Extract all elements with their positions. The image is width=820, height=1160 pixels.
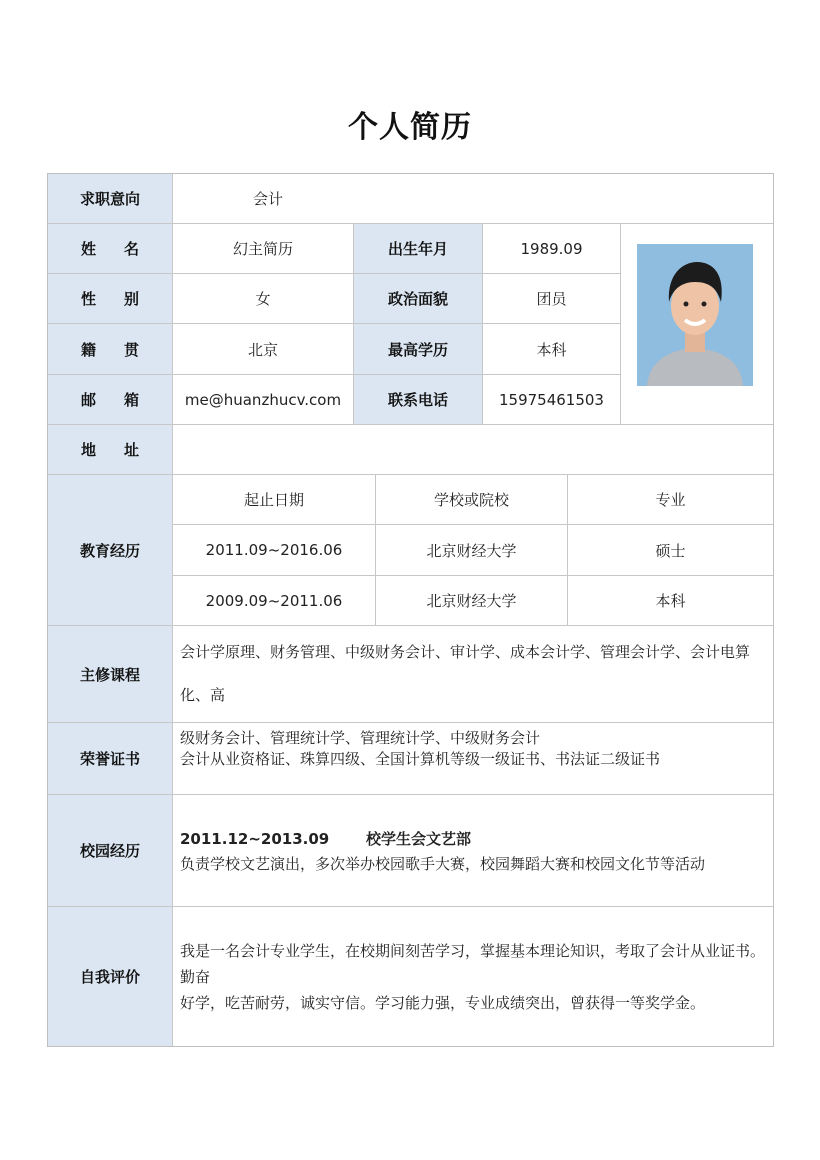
- photo-cell: [621, 224, 773, 425]
- edu-header-school: 学校或院校: [376, 475, 568, 525]
- label-courses: 主修课程: [48, 626, 173, 723]
- edu-row-major: 硕士: [568, 525, 773, 576]
- label-phone: 联系电话: [354, 375, 483, 425]
- label-name: 姓名: [48, 224, 173, 274]
- edu-row-major: 本科: [568, 576, 773, 626]
- profile-photo: [637, 244, 753, 386]
- edu-header-date: 起止日期: [173, 475, 376, 525]
- edu-header-major: 专业: [568, 475, 773, 525]
- value-campus: [173, 795, 773, 907]
- edu-row-school: 北京财经大学: [376, 576, 568, 626]
- label-address: 地址: [48, 425, 173, 475]
- label-job: 求职意向: [48, 174, 173, 224]
- label-email: 邮箱: [48, 375, 173, 425]
- label-politics: 政治面貌: [354, 274, 483, 324]
- value-native: 北京: [173, 324, 354, 375]
- self-line: 好学，吃苦耐劳，诚实守信。学习能力强，专业成绩突出，曾获得一等奖学金。: [180, 993, 706, 1012]
- label-education: 教育经历: [48, 475, 173, 626]
- value-email: me@huanzhucv.com: [173, 375, 354, 425]
- value-job: 会计: [173, 174, 773, 224]
- self-line: 我是一名会计专业学生，在校期间刻苦学习，掌握基本理论知识，考取了会计从业证书。勤奋: [180, 941, 766, 986]
- campus-org: 校学生会文艺部: [366, 829, 472, 848]
- label-self: 自我评价: [48, 907, 173, 1046]
- value-self: [173, 907, 773, 1046]
- courses-line: 级财务会计、管理统计学、管理统计学、中级财务会计: [180, 729, 541, 747]
- page-title: 个人简历: [348, 110, 472, 145]
- value-degree: 本科: [483, 324, 621, 375]
- value-gender: 女: [173, 274, 354, 324]
- value-phone: 15975461503: [483, 375, 621, 425]
- value-address: [173, 425, 773, 475]
- label-honors: 荣誉证书: [48, 723, 173, 795]
- label-degree: 最高学历: [354, 324, 483, 375]
- label-birth: 出生年月: [354, 224, 483, 274]
- person-avatar-icon: [637, 244, 753, 386]
- value-politics: 团员: [483, 274, 621, 324]
- value-name: 幻主简历: [173, 224, 354, 274]
- edu-row-school: 北京财经大学: [376, 525, 568, 576]
- edu-row-date: 2009.09~2011.06: [173, 576, 376, 626]
- edu-row-date: 2011.09~2016.06: [173, 525, 376, 576]
- courses-line: 会计学原理、财务管理、中级财务会计、审计学、成本会计学、管理会计学、会计电算化、高: [180, 643, 751, 704]
- value-courses: [173, 626, 773, 747]
- campus-period: 2011.12~2013.09: [180, 829, 330, 848]
- label-gender: 性别: [48, 274, 173, 324]
- label-native: 籍贯: [48, 324, 173, 375]
- value-birth: 1989.09: [483, 224, 621, 274]
- label-campus: 校园经历: [48, 795, 173, 907]
- value-honors: 会计从业资格证、珠算四级、全国计算机等级一级证书、书法证二级证书: [173, 723, 773, 795]
- campus-header: [180, 828, 471, 849]
- resume-table: [47, 173, 774, 1047]
- campus-description: 负责学校文艺演出，多次举办校园歌手大赛，校园舞蹈大赛和校园文化节等活动: [180, 854, 706, 873]
